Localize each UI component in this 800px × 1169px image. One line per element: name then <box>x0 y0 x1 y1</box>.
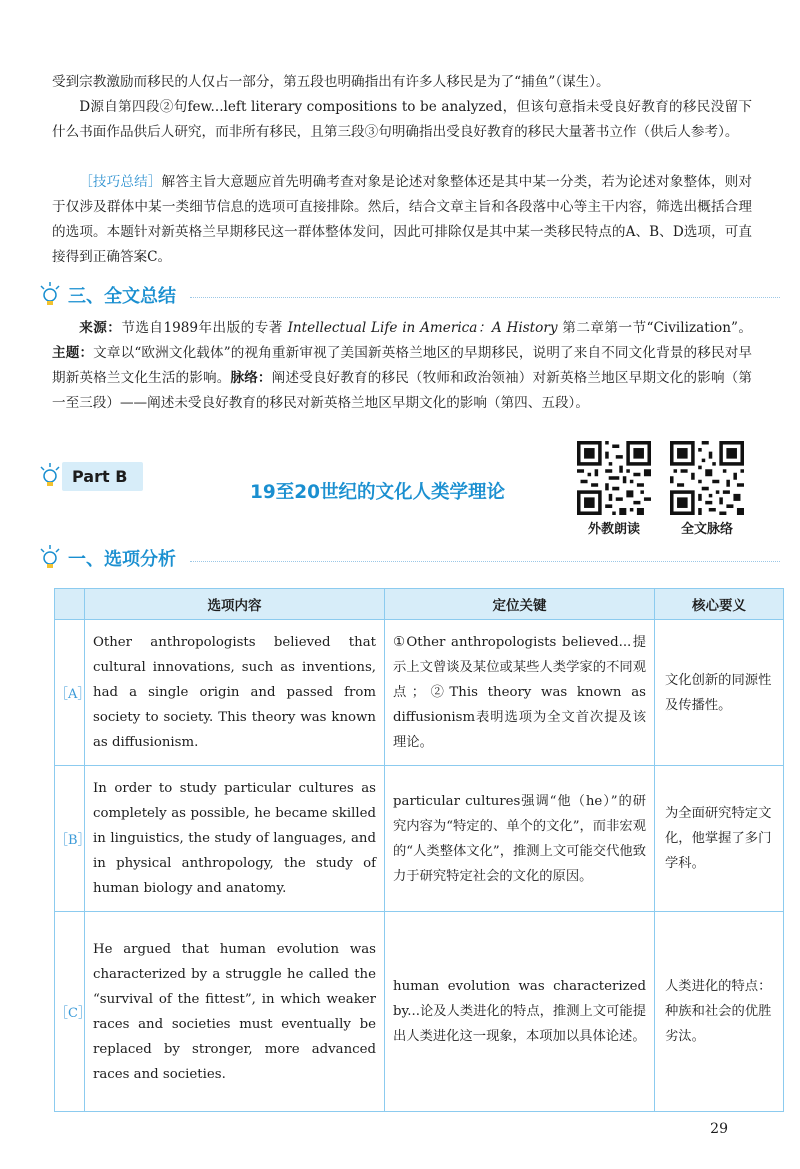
paragraph-3 <box>52 170 752 270</box>
option-core: 文化创新的同源性及传播性。 <box>655 620 784 766</box>
qr-label-outline: 全文脉络 <box>680 522 733 537</box>
section-divider <box>190 561 780 562</box>
section-3-heading <box>38 280 176 310</box>
qr-code-icon[interactable] <box>577 441 651 515</box>
option-content: Other anthropologists believed that cultural innovations, such as inventions, had a single origin and passed from society to society. This theory was known as diffusionism. <box>85 620 385 766</box>
option-analysis-table <box>54 588 784 1112</box>
tip-summary-text: 解答主旨大意题应首先明确考查对象是论述对象整体还是其中某一分类，若为论述对象整体，则对于仅涉及群体中某一类细节信息的选项可直接排除。然后，结合文章主旨和各段落中心等主干内容，筛选出概括合理的选项。本题针对新英格兰早期移民这一群体整体发问，因此可排除仅是其中某一类移民特点的A、B、D选项，可直接得到正确答案C。 <box>52 174 753 265</box>
table-row <box>55 766 784 912</box>
table-row <box>55 620 784 766</box>
table-header-row <box>55 589 784 620</box>
section-1-title: 一、选项分析 <box>68 549 176 570</box>
lightbulb-icon <box>38 282 62 308</box>
part-b-badge: Part B <box>62 462 143 491</box>
theme-label: 主题： <box>52 345 94 361</box>
theme-text: 文章以“欧洲文化载体”的视角重新审视了美国新英格兰地区的早期移民，说明了来自不同文化背景的移民对早期新英格兰文化生活的影响。 <box>52 345 753 386</box>
context-label: 脉络： <box>230 370 272 386</box>
context-text: 阐述受良好教育的移民（牧师和政治领袖）对新英格兰地区早期文化的影响（第一至三段）——阐述未受良好教育的移民对新英格兰地区早期文化的影响（第四、五段）。 <box>52 370 753 411</box>
section-1-heading <box>38 543 176 573</box>
part-b-title: 19至20世纪的文化人类学理论 <box>250 482 505 503</box>
option-core: 人类进化的特点：种族和社会的优胜劣汰。 <box>655 912 784 1112</box>
table-row <box>55 912 784 1112</box>
option-key: particular cultures强调“他（he）”的研究内容为“特定的、单个的文化”，而非宏观的“人类整体文化”，推测上文可能交代他致力于研究特定社会的文化的原因。 <box>385 766 655 912</box>
option-label: ［A］ <box>55 620 85 766</box>
header-label-col <box>55 589 85 620</box>
qr-label-reading: 外教朗读 <box>587 522 640 537</box>
source-text-2: 第二章第一节“Civilization”。 <box>562 320 752 336</box>
page-number: 29 <box>710 1121 728 1137</box>
option-key: ①Other anthropologists believed...提示上文曾谈及某位或某些人类学家的不同观点；②This theory was known as diffusionism表明选项为全文首次提及该理论。 <box>385 620 655 766</box>
summary-paragraph <box>52 316 752 416</box>
option-core: 为全面研究特定文化，他掌握了多门学科。 <box>655 766 784 912</box>
section-divider <box>190 297 780 298</box>
source-text-1: 节选自1989年出版的专著 <box>121 320 283 336</box>
lightbulb-icon <box>38 545 62 571</box>
paragraph-2: D源自第四段②句few...left literary compositions to be analyzed，但该句意指未受良好教育的移民没留下什么书面作品供后人研究，而非所有移民，且第三段③句明确指出受良好教育的移民大量著书立作（供后人参考）。 <box>52 99 752 140</box>
option-label: ［C］ <box>55 912 85 1112</box>
option-key: human evolution was characterized by...论及人类进化的特点，推测上文可能提出人类进化这一现象，本项加以具体论述。 <box>385 912 655 1112</box>
option-content: He argued that human evolution was characterized by a struggle he called the “survival of the fittest”, in which weaker races and societies must eventually be replaced by stronger, more advanced races and societies. <box>85 912 385 1112</box>
header-content: 选项内容 <box>85 589 385 620</box>
header-core: 核心要义 <box>655 589 784 620</box>
part-b-header <box>38 456 143 496</box>
lightbulb-icon <box>38 463 62 489</box>
option-content: In order to study particular cultures as completely as possible, he became skilled in linguistics, the study of languages, and in physical anthropology, the study of human biology and anatomy. <box>85 766 385 912</box>
option-label: ［B］ <box>55 766 85 912</box>
header-key: 定位关键 <box>385 589 655 620</box>
paragraph-1: 受到宗教激励而移民的人仅占一部分，第五段也明确指出有许多人移民是为了“捕鱼”（谋生）。 <box>52 74 610 90</box>
source-label: 来源： <box>79 320 122 336</box>
book-title: Intellectual Life in America：A History <box>287 320 558 336</box>
tip-summary-tag: ［技巧总结］ <box>79 174 162 190</box>
qr-code-icon[interactable] <box>670 441 744 515</box>
section-3-title: 三、全文总结 <box>68 286 176 307</box>
